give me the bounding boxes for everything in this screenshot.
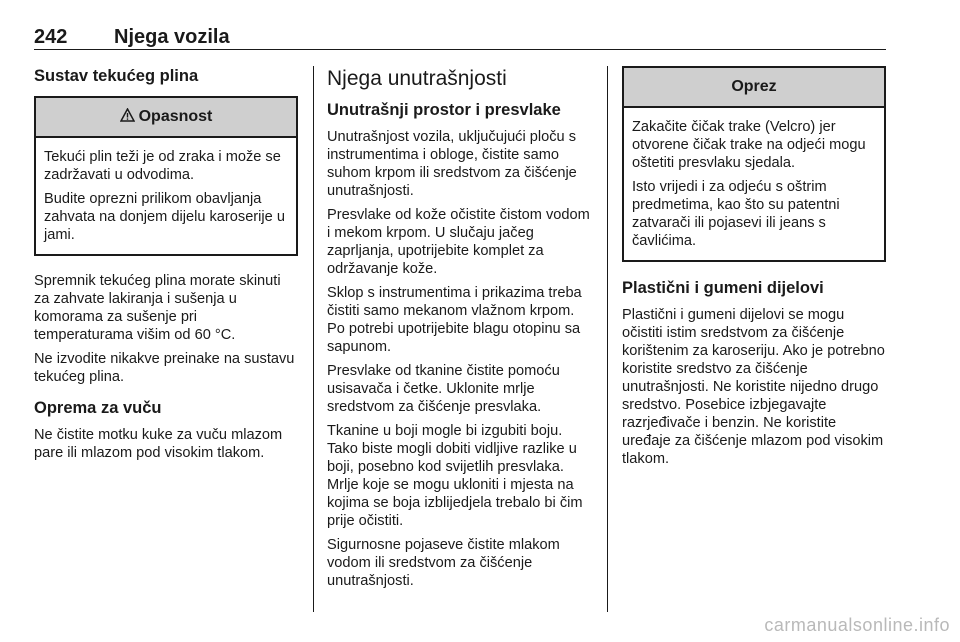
body-paragraph: Presvlake od tkanine čistite pomoću usisavača i četke. Uklonite mrlje sredstvom za čišćenje presvlaka. — [327, 363, 560, 415]
caution-box — [622, 66, 886, 262]
column-divider — [607, 66, 608, 612]
body-paragraph: Spremnik tekućeg plina morate skinuti za zahvate lakiranja i sušenja u komorama za sušenje pri temperaturama višim od 60 °C. — [34, 273, 281, 343]
section-title-lpg: Sustav tekućeg plina — [34, 67, 199, 85]
column-middle — [327, 66, 593, 596]
body-paragraph: Ne čistite motku kuke za vuču mlazom pare ili mlazom pod visokim tlakom. — [34, 427, 283, 461]
body-paragraph: Unutrašnjost vozila, uključujući ploču s instrumentima i obloge, čistite samo suhom krpom ili sredstvom za čišćenje unutrašnjosti. — [327, 129, 577, 199]
caution-box-body — [624, 108, 884, 260]
column-divider — [313, 66, 314, 612]
body-paragraph: Ne izvodite nikakve preinake na sustavu tekućeg plina. — [34, 351, 295, 385]
body-paragraph: Plastični i gumeni dijelovi se mogu očistiti istim sredstvom za čišćenje korištenim za karoseriju. Ako je potrebno koristite sredstvo za čišćenje unutrašnjosti. Ne koristite nijedno drugo sredstvo. Posebice izbjegavajte razrjeđivače i benzin. Ne koristite uređaje za čišćenje mlazom pod visokim tlakom. — [622, 307, 885, 467]
subsection-title-plastic: Plastični i gumeni dijelovi — [622, 279, 824, 297]
danger-paragraph: Tekući plin teži je od zraka i može se zadržavati u odvodima. — [44, 149, 281, 183]
caution-paragraph: Zakačite čičak trake (Velcro) jer otvorene čičak trake na odjeći mogu oštetiti presvlaku sjedala. — [632, 119, 866, 171]
column-left — [34, 66, 298, 468]
danger-box-body — [36, 138, 296, 254]
body-paragraph: Sigurnosne pojaseve čistite mlakom vodom ili sredstvom za čišćenje unutrašnjosti. — [327, 537, 560, 589]
subsection-title-towing: Oprema za vuču — [34, 399, 162, 417]
caution-box-title: Oprez — [731, 78, 777, 95]
danger-box-title: Opasnost — [138, 108, 213, 125]
watermark: carmanualsonline.info — [764, 615, 950, 635]
body-paragraph: Sklop s instrumentima i prikazima treba čistiti samo mekanom vlažnom krpom. Po potrebi upotrijebite blagu otopinu sa sapunom. — [327, 285, 582, 355]
warning-triangle-icon — [120, 108, 135, 127]
caution-box-header — [624, 68, 884, 108]
danger-box — [34, 96, 298, 256]
subsection-title-interior: Unutrašnji prostor i presvlake — [327, 101, 561, 119]
body-paragraph: Tkanine u boji mogle bi izgubiti boju. Tako biste mogli dobiti vidljive razlike u boji, posebno kod svijetlih presvlaka. Mrlje koje se mogu ukloniti i mjesta na kojima se boja izblijedjela trebalo bi čim prije očistiti. — [327, 423, 583, 529]
chapter-title: Njega vozila — [114, 26, 230, 48]
header-divider — [34, 49, 886, 50]
main-title-interior: Njega unutrašnjosti — [327, 67, 507, 90]
page-header — [34, 26, 886, 48]
caution-paragraph: Isto vrijedi i za odjeću s oštrim predmetima, kao što su patentni zatvarači ili pojasevi ili jeans s čavlićima. — [632, 179, 840, 249]
body-paragraph: Presvlake od kože očistite čistom vodom i mekom krpom. U slučaju jačeg zaprljanja, upotrijebite komplet za održavanje kože. — [327, 207, 590, 277]
danger-paragraph: Budite oprezni prilikom obavljanja zahvata na donjem dijelu karoserije u jami. — [44, 191, 285, 243]
page-number: 242 — [34, 26, 68, 48]
danger-box-header — [36, 98, 296, 138]
column-right — [622, 66, 886, 474]
